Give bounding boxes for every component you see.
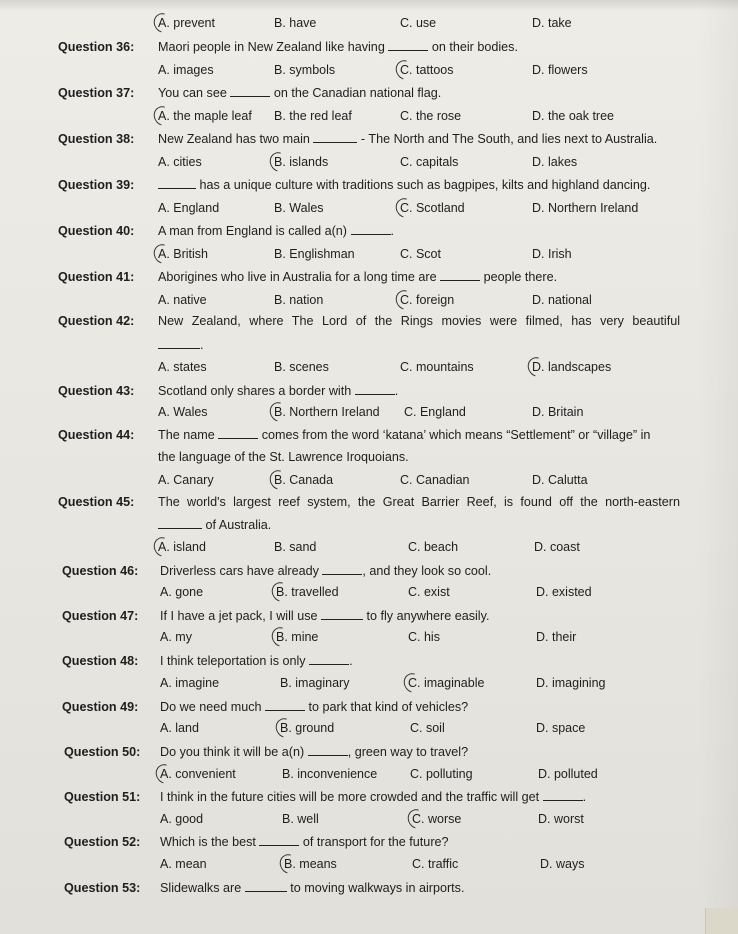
question-text: If I have a jet pack, I will use to fly anywhere easily. bbox=[160, 609, 490, 623]
option-b: B. mine bbox=[276, 630, 318, 644]
option-a: A. images bbox=[158, 63, 214, 77]
option-b: B. nation bbox=[274, 293, 324, 307]
answer-circle bbox=[272, 715, 298, 741]
option-a: A. cities bbox=[158, 155, 202, 169]
option-b: B. sand bbox=[274, 540, 317, 554]
option-d: D. landscapes bbox=[532, 360, 611, 374]
option-a: A. imagine bbox=[160, 676, 220, 690]
question-label: Question 47: bbox=[62, 609, 139, 623]
answer-circle bbox=[150, 10, 176, 36]
answer-circle bbox=[266, 149, 292, 175]
option-a: A. Wales bbox=[158, 405, 208, 419]
answer-circle bbox=[268, 579, 294, 605]
option-c: C. soil bbox=[410, 721, 445, 735]
option-d: D. Britain bbox=[532, 405, 584, 419]
option-c: C. Scot bbox=[400, 247, 441, 261]
question-text: Aborigines who live in Australia for a long time are people there. bbox=[158, 270, 558, 284]
question-text: has a unique culture with traditions such as bagpipes, kilts and highland dancing. bbox=[158, 178, 650, 192]
option-a: A. convenient bbox=[160, 767, 236, 781]
question-text: Do we need much to park that kind of vehicles? bbox=[160, 700, 469, 714]
option-b: B. Canada bbox=[274, 473, 333, 487]
option-c: C. the rose bbox=[400, 109, 462, 123]
option-d: D. Irish bbox=[532, 247, 572, 261]
answer-circle bbox=[150, 241, 176, 267]
page-shadow bbox=[698, 0, 738, 934]
answer-circle bbox=[400, 670, 426, 696]
option-d: D. their bbox=[536, 630, 577, 644]
option-a: A. prevent bbox=[158, 16, 215, 30]
option-c: C. capitals bbox=[400, 155, 459, 169]
answer-circle bbox=[268, 624, 294, 650]
question-label: Question 49: bbox=[62, 700, 139, 714]
option-d: D. worst bbox=[538, 812, 584, 826]
answer-circle bbox=[266, 399, 292, 425]
question-text: Scotland only shares a border with . bbox=[158, 384, 399, 398]
corner-paper-fold bbox=[705, 908, 738, 934]
option-d: D. lakes bbox=[532, 155, 578, 169]
option-d: D. flowers bbox=[532, 63, 588, 77]
option-b: B. Wales bbox=[274, 201, 324, 215]
answer-circle bbox=[524, 354, 550, 380]
option-d: D. Calutta bbox=[532, 473, 588, 487]
option-a: A. states bbox=[158, 360, 207, 374]
option-a: A. mean bbox=[160, 857, 207, 871]
question-label: Question 43: bbox=[58, 384, 135, 398]
question-text: The world's largest reef system, the Great Barrier Reef, is found off the north-eastern bbox=[158, 495, 680, 509]
option-c: C. use bbox=[400, 16, 437, 30]
question-label: Question 50: bbox=[64, 745, 141, 759]
option-b: B. Northern Ireland bbox=[274, 405, 380, 419]
option-c: C. beach bbox=[408, 540, 459, 554]
question-text: New Zealand has two main - The North and The South, and lies next to Australia. bbox=[158, 132, 658, 146]
option-a: A. England bbox=[158, 201, 220, 215]
question-label: Question 37: bbox=[58, 86, 135, 100]
answer-circle bbox=[392, 287, 418, 313]
question-text: Slidewalks are to moving walkways in airports. bbox=[160, 881, 465, 895]
page-top-edge bbox=[0, 0, 738, 10]
option-c: C. foreign bbox=[400, 293, 454, 307]
option-b: B. islands bbox=[274, 155, 328, 169]
question-text: Do you think it will be a(n) , green way to travel? bbox=[160, 745, 469, 759]
question-label: Question 46: bbox=[62, 564, 139, 578]
answer-circle bbox=[392, 195, 418, 221]
option-b: B. the red leaf bbox=[274, 109, 352, 123]
option-d: D. the oak tree bbox=[532, 109, 614, 123]
question-label: Question 41: bbox=[58, 270, 135, 284]
option-b: B. Englishman bbox=[274, 247, 355, 261]
option-a: A. land bbox=[160, 721, 199, 735]
option-a: A. my bbox=[160, 630, 192, 644]
answer-circle bbox=[150, 103, 176, 129]
option-b: B. have bbox=[274, 16, 317, 30]
option-a: A. island bbox=[158, 540, 206, 554]
question-text: Which is the best of transport for the future? bbox=[160, 835, 449, 849]
option-b: B. imaginary bbox=[280, 676, 350, 690]
question-text: The name comes from the word ‘katana’ which means “Settlement” or “village” in bbox=[158, 428, 651, 442]
option-b: B. ground bbox=[280, 721, 334, 735]
option-c: C. imaginable bbox=[408, 676, 484, 690]
question-text-continued: the language of the St. Lawrence Iroquoians. bbox=[158, 450, 409, 464]
question-text-continued: . bbox=[158, 338, 204, 352]
question-label: Question 52: bbox=[64, 835, 141, 849]
question-label: Question 36: bbox=[58, 40, 135, 54]
option-b: B. symbols bbox=[274, 63, 336, 77]
question-label: Question 38: bbox=[58, 132, 135, 146]
option-c: C. Canadian bbox=[400, 473, 470, 487]
option-d: D. polluted bbox=[538, 767, 598, 781]
option-b: B. means bbox=[284, 857, 337, 871]
option-d: D. ways bbox=[540, 857, 585, 871]
option-b: B. well bbox=[282, 812, 319, 826]
option-d: D. Northern Ireland bbox=[532, 201, 639, 215]
option-c: C. his bbox=[408, 630, 440, 644]
option-c: C. England bbox=[404, 405, 466, 419]
question-label: Question 51: bbox=[64, 790, 141, 804]
option-d: D. national bbox=[532, 293, 592, 307]
question-text: Driverless cars have already , and they look so cool. bbox=[160, 564, 492, 578]
option-c: C. Scotland bbox=[400, 201, 465, 215]
question-label: Question 53: bbox=[64, 881, 141, 895]
option-c: C. tattoos bbox=[400, 63, 454, 77]
question-text: New Zealand, where The Lord of the Rings movies were filmed, has very beautiful bbox=[158, 314, 680, 328]
option-c: C. worse bbox=[412, 812, 461, 826]
answer-circle bbox=[152, 761, 178, 787]
option-b: B. inconvenience bbox=[282, 767, 378, 781]
option-a: A. British bbox=[158, 247, 208, 261]
question-text: I think teleportation is only . bbox=[160, 654, 353, 668]
answer-circle bbox=[404, 806, 430, 832]
option-c: C. mountains bbox=[400, 360, 474, 374]
question-label: Question 48: bbox=[62, 654, 139, 668]
option-a: A. the maple leaf bbox=[158, 109, 252, 123]
question-text: I think in the future cities will be more crowded and the traffic will get . bbox=[160, 790, 587, 804]
question-label: Question 40: bbox=[58, 224, 135, 238]
answer-circle bbox=[276, 851, 302, 877]
question-text: Maori people in New Zealand like having on their bodies. bbox=[158, 40, 518, 54]
question-label: Question 44: bbox=[58, 428, 135, 442]
option-c: C. traffic bbox=[412, 857, 459, 871]
option-d: D. existed bbox=[536, 585, 592, 599]
answer-circle bbox=[150, 534, 176, 560]
option-d: D. coast bbox=[534, 540, 580, 554]
option-a: A. good bbox=[160, 812, 204, 826]
question-text: You can see on the Canadian national flag. bbox=[158, 86, 442, 100]
question-label: Question 42: bbox=[58, 314, 135, 328]
option-c: C. exist bbox=[408, 585, 450, 599]
question-text: A man from England is called a(n) . bbox=[158, 224, 394, 238]
option-a: A. native bbox=[158, 293, 207, 307]
option-c: C. polluting bbox=[410, 767, 473, 781]
answer-circle bbox=[392, 57, 418, 83]
option-b: B. scenes bbox=[274, 360, 329, 374]
question-text-continued: of Australia. bbox=[158, 518, 271, 532]
option-d: D. take bbox=[532, 16, 572, 30]
option-a: A. Canary bbox=[158, 473, 214, 487]
option-b: B. travelled bbox=[276, 585, 339, 599]
option-a: A. gone bbox=[160, 585, 204, 599]
question-label: Question 45: bbox=[58, 495, 135, 509]
option-d: D. imagining bbox=[536, 676, 606, 690]
question-label: Question 39: bbox=[58, 178, 135, 192]
answer-circle bbox=[266, 467, 292, 493]
option-d: D. space bbox=[536, 721, 586, 735]
